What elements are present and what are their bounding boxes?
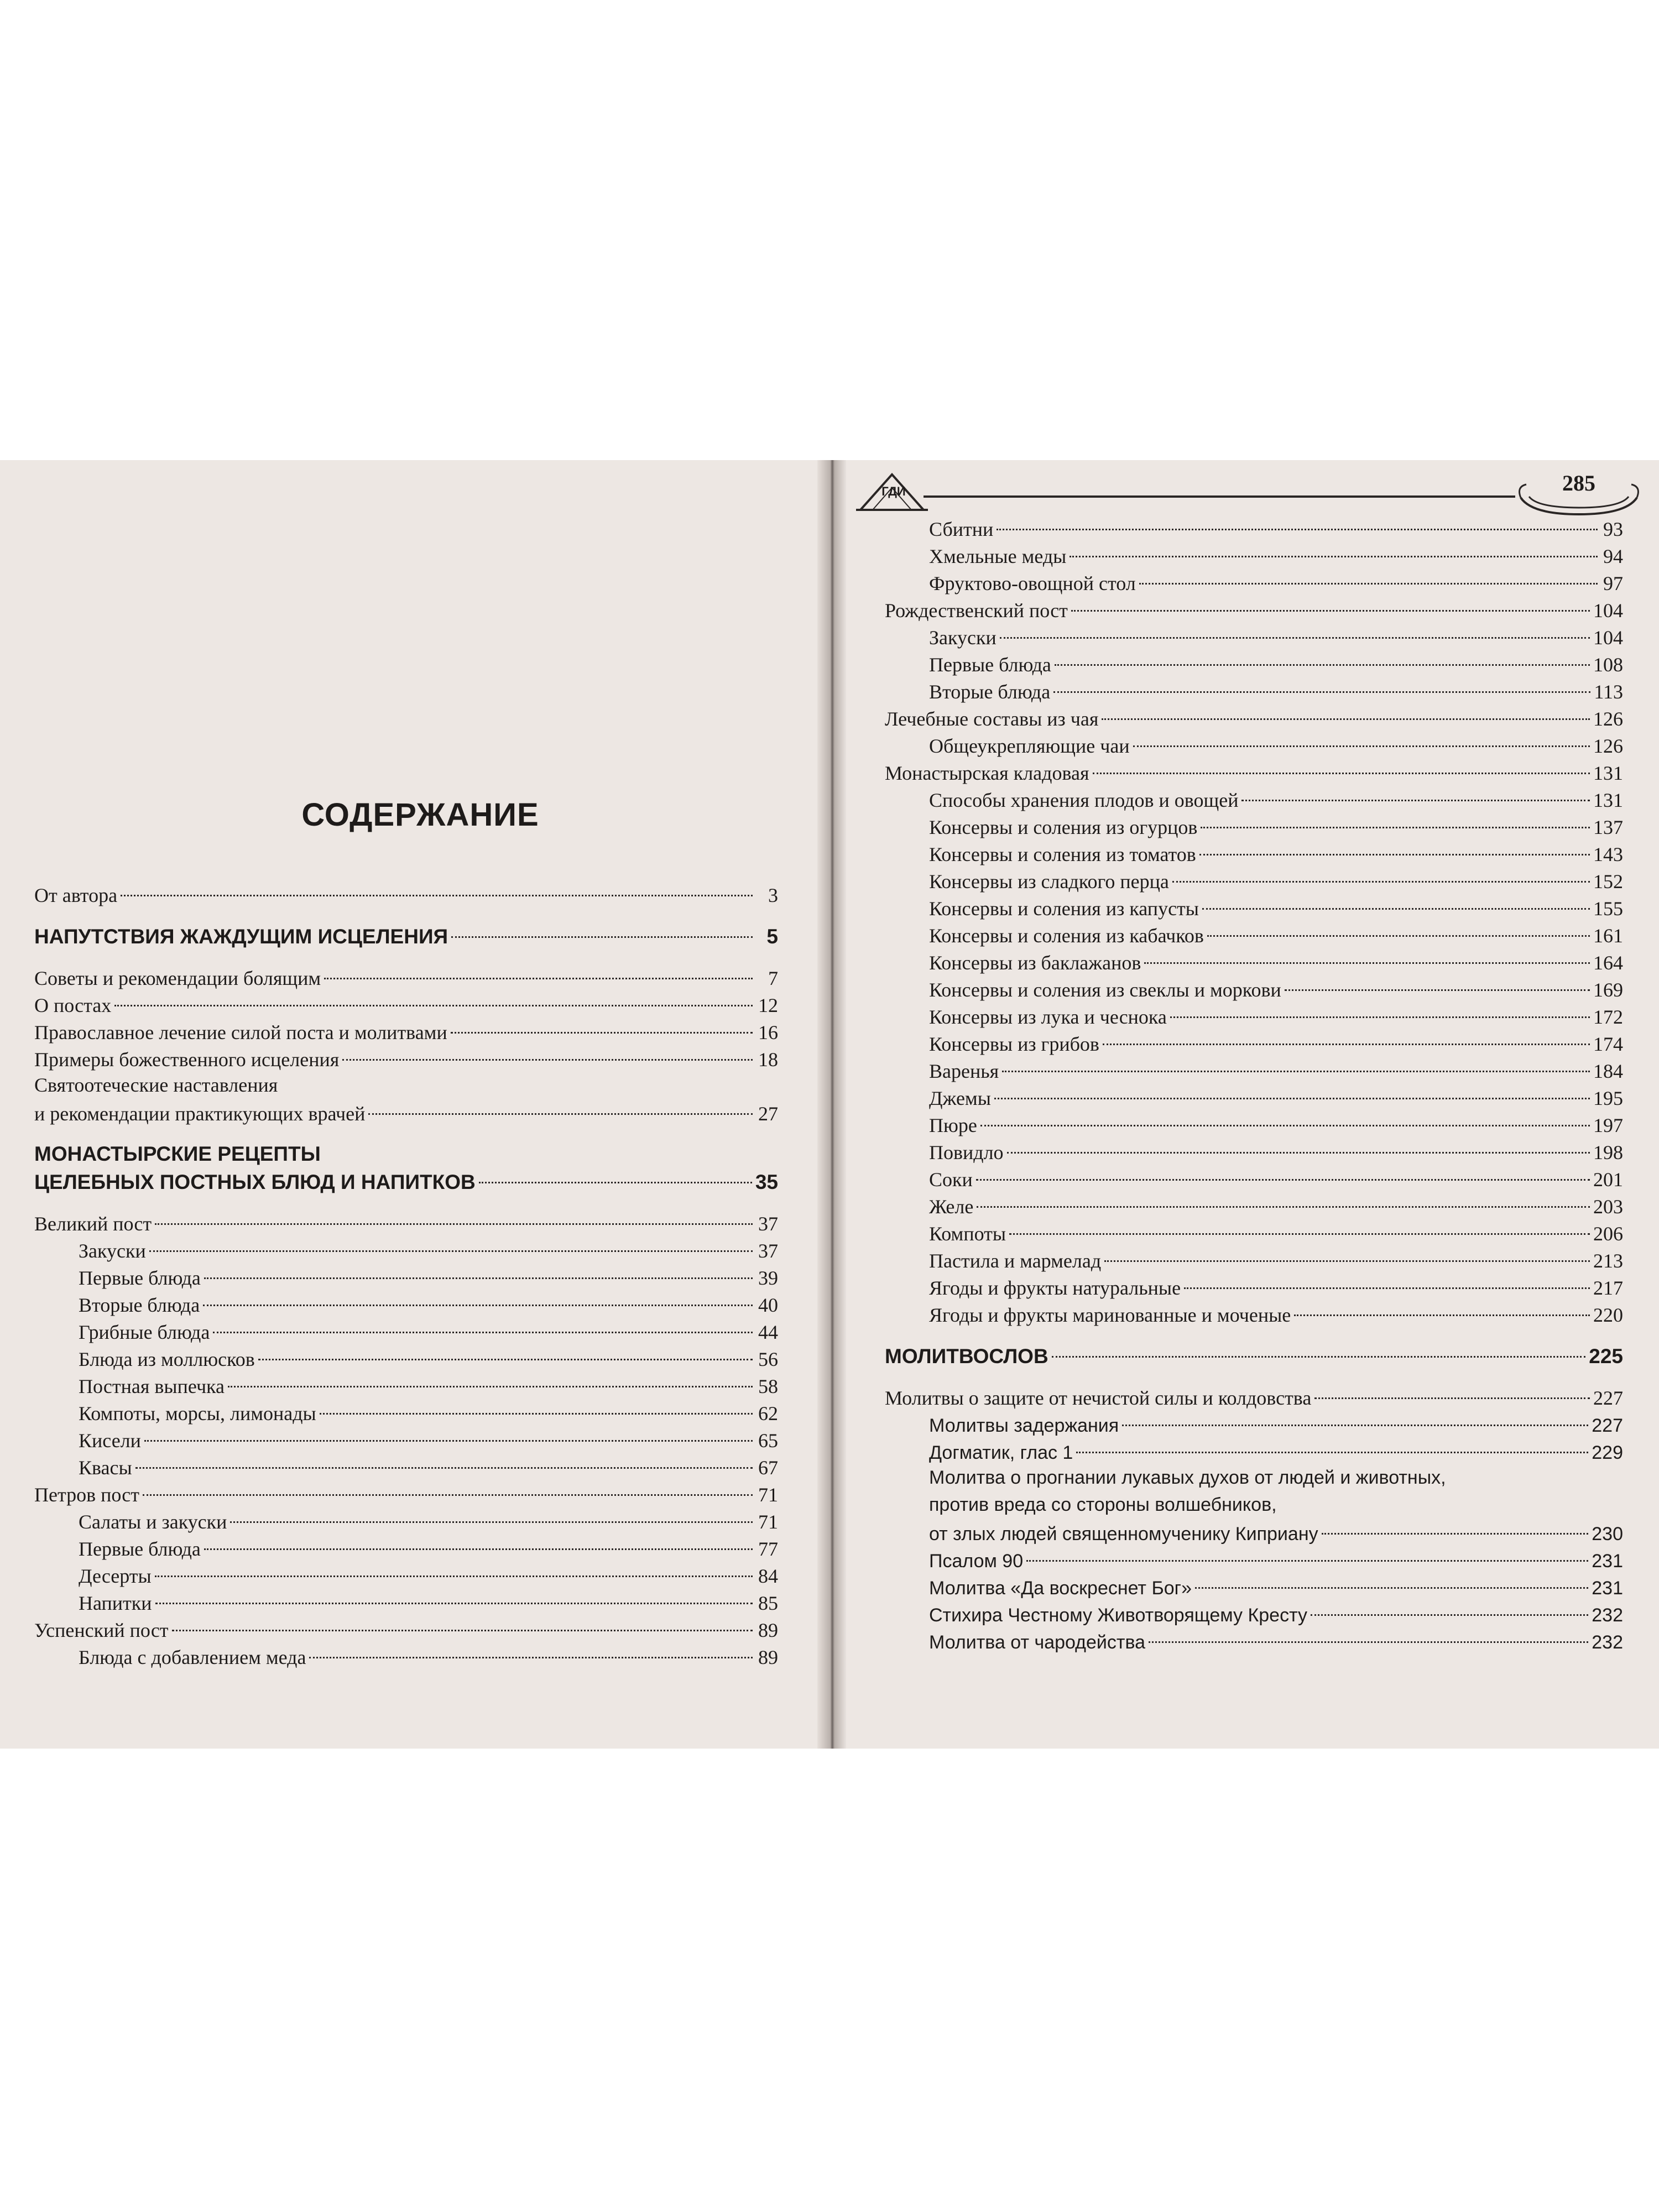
toc-dot-leader: [320, 1393, 753, 1415]
toc-entry-page: 18: [758, 1048, 778, 1071]
toc-dot-leader: [1133, 726, 1590, 747]
toc-entry-page: 89: [758, 1619, 778, 1641]
toc-entry-title: Ягоды и фрукты маринованные и моченые: [929, 1304, 1291, 1326]
toc-dot-leader: [1122, 1405, 1588, 1426]
toc-entry-title: Консервы и соления из свеклы и моркови: [929, 979, 1281, 1001]
toc-entry-title: от злых людей священномученику Киприану: [929, 1524, 1318, 1545]
toc-entry-title: Кисели: [79, 1430, 141, 1452]
toc-entry-page: 231: [1592, 1551, 1623, 1572]
toc-entry-title: Квасы: [79, 1457, 132, 1479]
toc-entry-title: Пастила и мармелад: [929, 1250, 1102, 1272]
toc-entry-page: 227: [1592, 1415, 1623, 1436]
toc-dot-leader: [114, 985, 753, 1006]
toc-dot-leader: [172, 1610, 753, 1631]
toc-dot-leader: [1052, 1336, 1586, 1358]
toc-entry-page: 5: [766, 925, 778, 948]
toc-entry-title: Вторые блюда: [79, 1294, 200, 1316]
toc-entry-title: Первые блюда: [79, 1267, 201, 1289]
toc-dot-leader: [1102, 698, 1590, 720]
toc-dot-leader: [213, 1312, 753, 1333]
toc-entry-line: против вреда со стороны волшебников,: [929, 1494, 1277, 1515]
toc-entry-title: Советы и рекомендации болящим: [34, 967, 321, 989]
toc-dot-leader: [1144, 942, 1590, 964]
toc-dot-leader: [479, 1162, 752, 1183]
toc-entry-page: 62: [758, 1402, 778, 1425]
toc-entry-title: Молитвы задержания: [929, 1415, 1119, 1436]
toc-entry-title: Десерты: [79, 1565, 152, 1587]
toc-entry-title: Псалом 90: [929, 1551, 1024, 1572]
toc-entry-page: 97: [1603, 572, 1623, 594]
toc-entry-title: Закуски: [929, 627, 997, 649]
toc-entry-title: Блюда из моллюсков: [79, 1348, 255, 1370]
toc-entry-page: 44: [758, 1321, 778, 1343]
toc-dot-leader: [1311, 1594, 1588, 1616]
toc-entry-title: Ягоды и фрукты натуральные: [929, 1277, 1181, 1299]
book-gutter: [817, 460, 846, 1749]
toc-entry-page: 174: [1593, 1033, 1623, 1055]
toc-entry-title: От автора: [34, 884, 118, 906]
toc-entry-title: Напитки: [79, 1592, 152, 1614]
toc-dot-leader: [155, 1203, 753, 1225]
toc-entry: [34, 1099, 778, 1126]
toc-dot-leader: [1195, 1567, 1588, 1589]
toc-dot-leader: [309, 1637, 753, 1658]
toc-entry-title: Первые блюда: [79, 1538, 201, 1560]
toc-entry-title: Первые блюда: [929, 654, 1051, 676]
toc-entry-title: Повидло: [929, 1141, 1004, 1164]
toc-entry-page: 195: [1593, 1087, 1623, 1109]
toc-entry-title: Лечебные составы из чая: [885, 708, 1099, 730]
toc-entry-title: Грибные блюда: [79, 1321, 210, 1343]
toc-entry-page: 35: [755, 1171, 778, 1193]
toc-entry-page: 77: [758, 1538, 778, 1560]
toc-entry-page: 39: [758, 1267, 778, 1289]
toc-entry: [34, 880, 778, 907]
toc-entry-page: 126: [1593, 708, 1623, 730]
toc-dot-leader: [994, 1078, 1590, 1099]
toc-entry: [34, 1045, 778, 1072]
page-number: 285: [1562, 471, 1595, 495]
toc-entry-title: Петров пост: [34, 1484, 140, 1506]
toc-entry-title: Молитвы о защите от нечистой силы и колдовства: [885, 1387, 1312, 1409]
toc-entry-page: 172: [1593, 1006, 1623, 1028]
toc-entry-title: Варенья: [929, 1060, 999, 1082]
toc-dot-leader: [1070, 536, 1598, 557]
toc-entry: [34, 922, 778, 949]
toc-entry-title: Догматик, глас 1: [929, 1442, 1073, 1463]
toc-entry-title: Великий пост: [34, 1213, 152, 1235]
toc-dot-leader: [135, 1447, 753, 1469]
toc-entry: [885, 1342, 1623, 1369]
toc-entry-page: 104: [1593, 627, 1623, 649]
toc-entry: [885, 1627, 1623, 1654]
toc-entry-page: 65: [758, 1430, 778, 1452]
toc-entry-page: 155: [1593, 898, 1623, 920]
toc-entry-page: 56: [758, 1348, 778, 1370]
toc-entry-page: 71: [758, 1511, 778, 1533]
toc-dot-leader: [1322, 1513, 1589, 1535]
toc-entry-page: 232: [1592, 1632, 1623, 1653]
toc-entry-page: 67: [758, 1457, 778, 1479]
toc-entry-title: Общеукрепляющие чаи: [929, 735, 1130, 757]
toc-entry-page: 197: [1593, 1114, 1623, 1136]
toc-entry-line: Молитва о прогнании лукавых духов от людей и животных,: [929, 1467, 1446, 1488]
toc-dot-leader: [155, 1556, 753, 1577]
toc-entry-page: 16: [758, 1021, 778, 1044]
toc-entry-page: 137: [1593, 816, 1623, 838]
toc-dot-leader: [1172, 861, 1590, 883]
toc-entry-page: 93: [1603, 518, 1623, 540]
toc-entry-title: Консервы и соления из кабачков: [929, 925, 1204, 947]
toc-dot-leader: [368, 1093, 753, 1115]
header-rule: [924, 495, 1515, 498]
left-page: [0, 460, 827, 1749]
toc-entry-title: Консервы из лука и чеснока: [929, 1006, 1167, 1028]
toc-entry-title: Успенский пост: [34, 1619, 169, 1641]
toc-dot-leader: [143, 1474, 753, 1496]
toc-entry-title: Салаты и закуски: [79, 1511, 227, 1533]
toc-entry-title: и рекомендации практикующих врачей: [34, 1103, 366, 1125]
toc-entry: [34, 1642, 778, 1670]
toc-dot-leader: [1103, 1024, 1590, 1045]
toc-entry-title: Вторые блюда: [929, 681, 1051, 703]
toc-entry-page: 169: [1593, 979, 1623, 1001]
toc-entry-title: О постах: [34, 994, 112, 1016]
toc-dot-leader: [1202, 888, 1590, 910]
toc-dot-leader: [1294, 1295, 1590, 1316]
toc-entry-title: Компоты, морсы, лимонады: [79, 1402, 316, 1425]
toc-entry-page: 220: [1593, 1304, 1623, 1326]
toc-entry-title: Стихира Честному Животворящему Кресту: [929, 1605, 1308, 1626]
toc-entry-title: Закуски: [79, 1240, 146, 1262]
toc-entry-title: Пюре: [929, 1114, 977, 1136]
toc-dot-leader: [1026, 1540, 1588, 1562]
toc-dot-leader: [1093, 753, 1590, 774]
book-spread: [0, 460, 1659, 1749]
toc-entry-title: Консервы и соления из капусты: [929, 898, 1199, 920]
toc-entry-line: Святоотеческие наставления: [34, 1074, 278, 1096]
toc-dot-leader: [1207, 915, 1590, 937]
toc-entry-page: 213: [1593, 1250, 1623, 1272]
toc-entry-title: НАПУТСТВИЯ ЖАЖДУЩИМ ИСЦЕЛЕНИЯ: [34, 925, 448, 948]
toc-entry-page: 131: [1593, 789, 1623, 811]
toc-entry-title: Примеры божественного исцеления: [34, 1048, 340, 1071]
toc-dot-leader: [980, 1105, 1590, 1126]
toc-dot-leader: [342, 1039, 753, 1061]
toc-list-left: [34, 880, 778, 1670]
toc-dot-leader: [1285, 969, 1590, 991]
toc-entry-title: Консервы и соления из томатов: [929, 843, 1196, 865]
toc-entry-page: 184: [1593, 1060, 1623, 1082]
toc-entry-title: Молитва от чародейства: [929, 1632, 1146, 1653]
toc-entry-title: Желе: [929, 1196, 974, 1218]
toc-entry-title: Джемы: [929, 1087, 991, 1109]
toc-entry-title: Молитва «Да воскреснет Бог»: [929, 1578, 1192, 1599]
toc-entry-page: 40: [758, 1294, 778, 1316]
toc-dot-leader: [258, 1339, 753, 1360]
toc-dot-leader: [324, 958, 753, 979]
toc-entry-line: МОНАСТЫРСКИЕ РЕЦЕПТЫ: [34, 1142, 321, 1165]
toc-entry: [885, 1300, 1623, 1327]
toc-entry-title: Компоты: [929, 1223, 1006, 1245]
toc-entry-page: 230: [1592, 1524, 1623, 1545]
toc-dot-leader: [1201, 807, 1590, 828]
toc-entry-title: ЦЕЛЕБНЫХ ПОСТНЫХ БЛЮД И НАПИТКОВ: [34, 1171, 476, 1193]
toc-entry-page: 71: [758, 1484, 778, 1506]
toc-dot-leader: [1199, 834, 1590, 855]
toc-entry-page: 206: [1593, 1223, 1623, 1245]
toc-dot-leader: [228, 1366, 753, 1387]
toc-entry-page: 231: [1592, 1578, 1623, 1599]
toc-dot-leader: [1076, 1432, 1588, 1453]
toc-entry-title: Рождественский пост: [885, 599, 1068, 622]
toc-entry-page: 84: [758, 1565, 778, 1587]
toc-entry-page: 229: [1592, 1442, 1623, 1463]
toc-entry-page: 12: [758, 994, 778, 1016]
toc-entry-title: Консервы из грибов: [929, 1033, 1099, 1055]
toc-list-right: [885, 514, 1623, 1654]
toc-dot-leader: [1002, 1051, 1590, 1072]
toc-dot-leader: [997, 509, 1598, 530]
toc-entry-page: 58: [758, 1375, 778, 1397]
toc-dot-leader: [203, 1285, 753, 1306]
toc-entry-page: 85: [758, 1592, 778, 1614]
toc-dot-leader: [977, 1186, 1590, 1208]
toc-dot-leader: [204, 1258, 753, 1279]
toc-dot-leader: [1104, 1240, 1590, 1262]
toc-dot-leader: [451, 1012, 753, 1034]
toc-entry-title: МОЛИТВОСЛОВ: [885, 1345, 1048, 1368]
toc-spacer: [34, 1126, 778, 1140]
toc-entry-page: 161: [1593, 925, 1623, 947]
toc-dot-leader: [1149, 1621, 1588, 1643]
toc-entry-title: Монастырская кладовая: [885, 762, 1089, 784]
toc-dot-leader: [1055, 644, 1590, 666]
toc-entry-title: Консервы из баклажанов: [929, 952, 1141, 974]
toc-entry-page: 225: [1589, 1345, 1623, 1368]
toc-entry: [34, 1167, 778, 1194]
toc-entry-title: Консервы из сладкого перца: [929, 870, 1169, 893]
toc-dot-leader: [451, 916, 753, 938]
toc-dot-leader: [121, 875, 753, 896]
toc-entry-page: 143: [1593, 843, 1623, 865]
toc-dot-leader: [1009, 1213, 1590, 1235]
toc-entry-page: 7: [768, 967, 778, 989]
toc-entry-page: 37: [758, 1213, 778, 1235]
toc-dot-leader: [1139, 563, 1598, 585]
toc-dot-leader: [1007, 1132, 1590, 1154]
toc-dot-leader: [1314, 1378, 1590, 1399]
toc-title: СОДЕРЖАНИЕ: [301, 797, 539, 833]
right-page: [835, 460, 1659, 1749]
toc-entry-page: 94: [1603, 545, 1623, 567]
toc-entry-page: 198: [1593, 1141, 1623, 1164]
toc-dot-leader: [1170, 997, 1590, 1018]
toc-entry-title: Фруктово-овощной стол: [929, 572, 1136, 594]
toc-entry: [885, 1437, 1623, 1464]
toc-entry-page: 201: [1593, 1168, 1623, 1191]
toc-dot-leader: [144, 1420, 753, 1442]
toc-dot-leader: [1053, 671, 1590, 693]
toc-entry-page: 3: [768, 884, 778, 906]
toc-entry-page: 152: [1593, 870, 1623, 893]
toc-entry-page: 113: [1594, 681, 1623, 703]
toc-entry-page: 126: [1593, 735, 1623, 757]
toc-entry-title: Хмельные меды: [929, 545, 1067, 567]
toc-dot-leader: [1000, 617, 1590, 639]
publisher-logo-text: ГДИ: [881, 484, 906, 498]
toc-entry-title: Православное лечение силой поста и молитвами: [34, 1021, 447, 1044]
toc-dot-leader: [976, 1159, 1590, 1181]
toc-entry-title: Соки: [929, 1168, 973, 1191]
toc-entry-page: 27: [758, 1103, 778, 1125]
toc-entry-page: 203: [1593, 1196, 1623, 1218]
toc-dot-leader: [230, 1501, 753, 1523]
toc-entry-title: Блюда с добавлением меда: [79, 1646, 306, 1668]
toc-entry-page: 104: [1593, 599, 1623, 622]
toc-entry-title: Консервы и соления из огурцов: [929, 816, 1198, 838]
toc-entry-page: 37: [758, 1240, 778, 1262]
toc-dot-leader: [1071, 590, 1590, 612]
toc-entry-title: Сбитни: [929, 518, 994, 540]
toc-dot-leader: [1241, 780, 1590, 801]
toc-entry-title: Постная выпечка: [79, 1375, 225, 1397]
toc-entry-page: 108: [1593, 654, 1623, 676]
toc-entry-page: 164: [1593, 952, 1623, 974]
toc-entry-page: 227: [1593, 1387, 1623, 1409]
toc-dot-leader: [204, 1528, 753, 1550]
toc-entry-page: 131: [1593, 762, 1623, 784]
toc-entry-page: 232: [1592, 1605, 1623, 1626]
toc-entry-title: Способы хранения плодов и овощей: [929, 789, 1239, 811]
toc-entry-page: 89: [758, 1646, 778, 1668]
toc-entry-page: 217: [1593, 1277, 1623, 1299]
toc-dot-leader: [149, 1230, 753, 1252]
toc-dot-leader: [1184, 1267, 1590, 1289]
toc-dot-leader: [155, 1583, 753, 1604]
